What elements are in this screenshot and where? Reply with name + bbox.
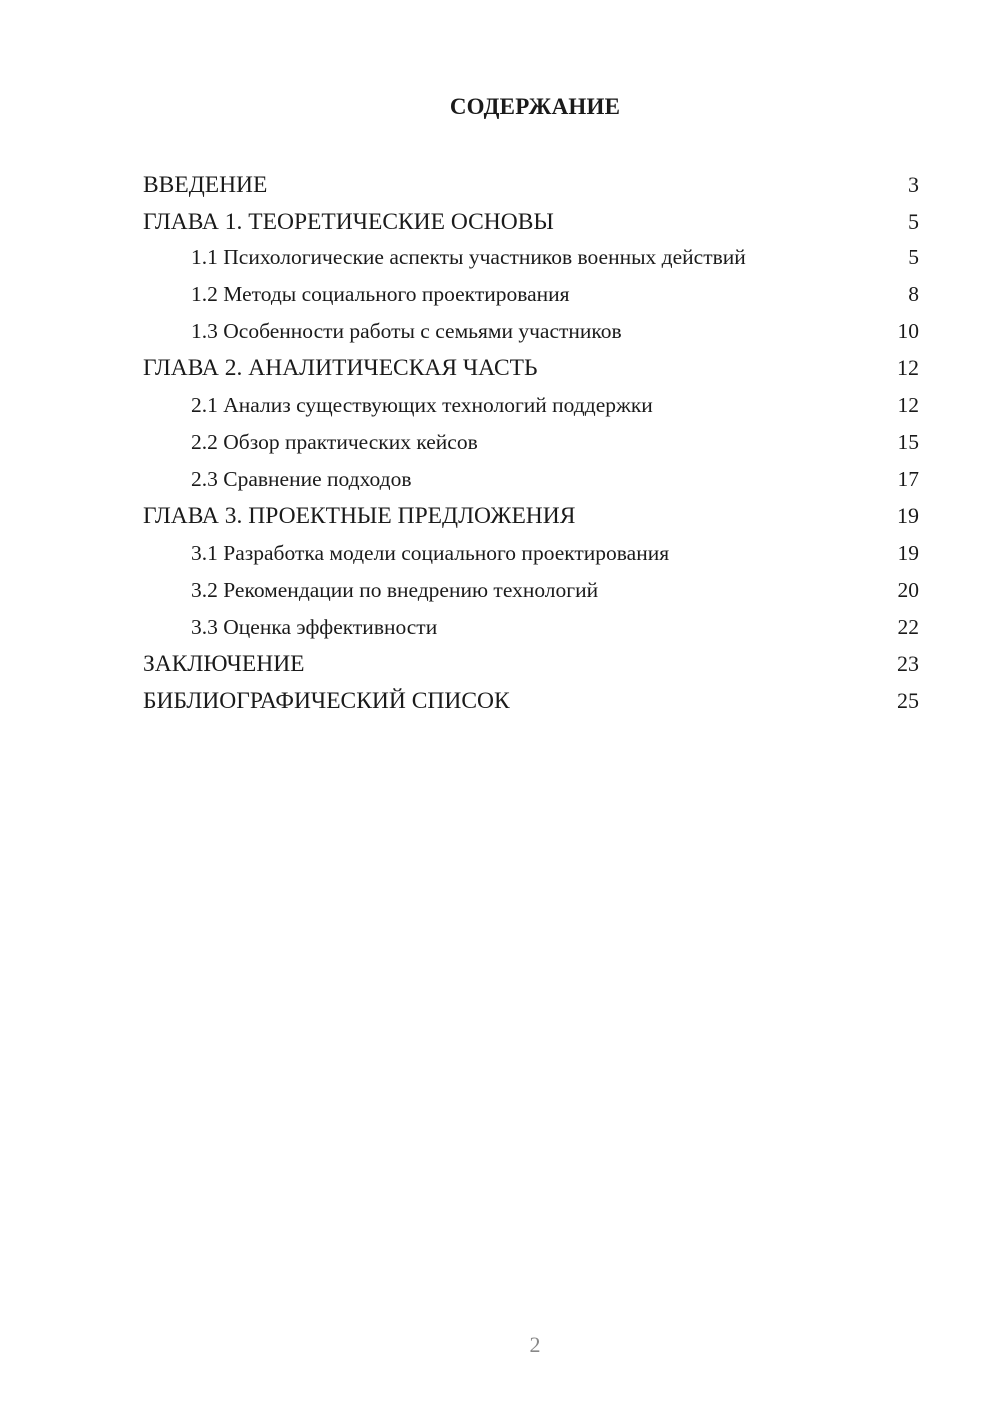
- toc-entry-section-3-3[interactable]: [143, 609, 919, 646]
- toc-entry-chapter-3[interactable]: [143, 498, 919, 535]
- toc-entry-section-3-1[interactable]: [143, 535, 919, 572]
- toc-entry-page: 5: [908, 245, 919, 269]
- toc-entry-label: ГЛАВА 1. ТЕОРЕТИЧЕСКИЕ ОСНОВЫ: [143, 209, 554, 235]
- toc-entry-label: 3.2 Рекомендации по внедрению технологий: [191, 578, 599, 602]
- toc-entry-label: ГЛАВА 2. АНАЛИТИЧЕСКАЯ ЧАСТЬ: [143, 355, 538, 381]
- toc-entry-page: 19: [897, 541, 919, 565]
- toc-entry-label: ВВЕДЕНИЕ: [143, 172, 268, 198]
- toc-entry-label: 2.3 Сравнение подходов: [191, 467, 412, 491]
- toc-entry-section-2-1[interactable]: [143, 387, 919, 424]
- toc-entry-page: 20: [897, 578, 919, 602]
- toc-entry-label: БИБЛИОГРАФИЧЕСКИЙ СПИСОК: [143, 688, 510, 714]
- toc-entry-label: 3.1 Разработка модели социального проектирования: [191, 541, 670, 565]
- toc-entry-page: 25: [897, 688, 919, 713]
- toc-entry-page: 8: [908, 282, 919, 306]
- toc-entry-page: 19: [897, 503, 919, 528]
- page-number: 2: [529, 1332, 541, 1357]
- toc-entry-page: 12: [897, 393, 919, 417]
- toc-entry-label: ЗАКЛЮЧЕНИЕ: [143, 651, 305, 677]
- toc-entry-section-1-2[interactable]: [143, 276, 919, 313]
- toc-entry-page: 23: [897, 651, 919, 676]
- toc-entry-page: 5: [908, 209, 919, 234]
- toc-entry-introduction[interactable]: [143, 167, 919, 204]
- toc-entry-page: 22: [897, 615, 919, 639]
- toc-entry-section-1-3[interactable]: [143, 313, 919, 350]
- toc-entry-section-1-1[interactable]: [143, 241, 919, 276]
- toc-entry-conclusion[interactable]: [143, 646, 919, 683]
- toc-entry-label: 1.2 Методы социального проектирования: [191, 282, 570, 306]
- toc-entry-section-2-3[interactable]: [143, 461, 919, 498]
- toc-entry-label: ГЛАВА 3. ПРОЕКТНЫЕ ПРЕДЛОЖЕНИЯ: [143, 503, 576, 529]
- toc-entry-chapter-2[interactable]: [143, 350, 919, 387]
- toc-entry-bibliography[interactable]: [143, 683, 919, 720]
- toc-entry-label: 3.3 Оценка эффективности: [191, 615, 438, 639]
- toc-entry-label: 1.1 Психологические аспекты участников военных действий: [191, 245, 746, 269]
- table-of-contents: [143, 167, 919, 720]
- toc-entry-page: 12: [897, 355, 919, 380]
- toc-entry-label: 2.1 Анализ существующих технологий поддержки: [191, 393, 653, 417]
- toc-entry-page: 3: [908, 172, 919, 197]
- toc-entry-section-2-2[interactable]: [143, 424, 919, 461]
- toc-entry-label: 2.2 Обзор практических кейсов: [191, 430, 478, 454]
- toc-entry-page: 17: [897, 467, 919, 491]
- toc-entry-section-3-2[interactable]: [143, 572, 919, 609]
- toc-entry-page: 15: [897, 430, 919, 454]
- toc-entry-label: 1.3 Особенности работы с семьями участников: [191, 319, 622, 343]
- toc-entry-chapter-1[interactable]: [143, 204, 919, 241]
- toc-entry-page: 10: [897, 319, 919, 343]
- page-title: СОДЕРЖАНИЕ: [449, 94, 621, 119]
